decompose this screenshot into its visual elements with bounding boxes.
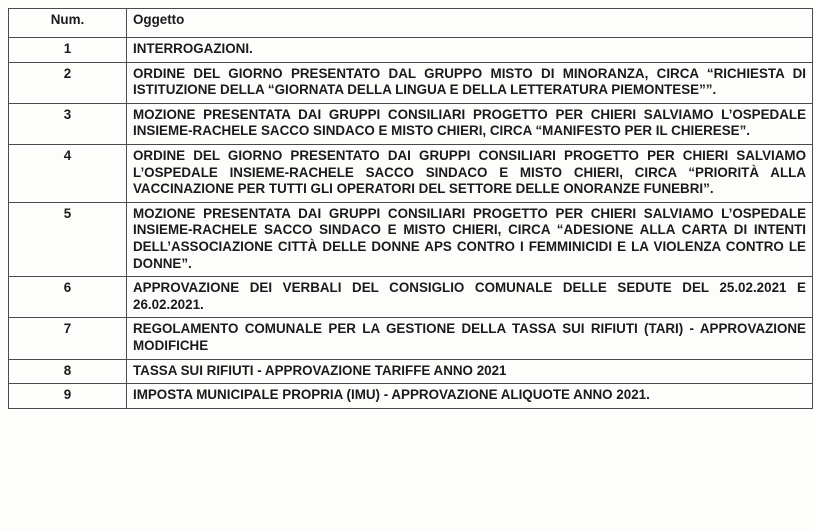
row-subject: APPROVAZIONE DEI VERBALI DEL CONSIGLIO COMUNALE DELLE SEDUTE DEL 25.02.2021 E 26.02.2021. (127, 277, 813, 318)
row-subject: MOZIONE PRESENTATA DAI GRUPPI CONSILIARI PROGETTO PER CHIERI SALVIAMO L’OSPEDALE INSIEME-RACHELE SACCO SINDACO E MISTO CHIERI, CIRCA “ADESIONE ALLA CARTA DI INTENTI DELL’ASSOCIAZIONE CITTÀ DELLE DONNE APS CONTRO I FEMMINICIDI E LA VIOLENZA CONTRO LE DONNE”. (127, 202, 813, 276)
table-row (9, 359, 813, 384)
table-header-row (9, 9, 813, 38)
row-number: 4 (9, 144, 127, 202)
row-subject: REGOLAMENTO COMUNALE PER LA GESTIONE DELLA TASSA SUI RIFIUTI (TARI) - APPROVAZIONE MODIFICHE (127, 318, 813, 359)
row-subject: TASSA SUI RIFIUTI - APPROVAZIONE TARIFFE ANNO 2021 (127, 359, 813, 384)
row-number: 9 (9, 384, 127, 409)
row-number: 6 (9, 277, 127, 318)
row-subject: ORDINE DEL GIORNO PRESENTATO DAL GRUPPO MISTO DI MINORANZA, CIRCA “RICHIESTA DI ISTITUZIONE DELLA “GIORNATA DELLA LINGUA E DELLA LETTERATURA PIEMONTESE””. (127, 62, 813, 103)
row-subject: IMPOSTA MUNICIPALE PROPRIA (IMU) - APPROVAZIONE ALIQUOTE ANNO 2021. (127, 384, 813, 409)
table-row (9, 277, 813, 318)
row-subject: MOZIONE PRESENTATA DAI GRUPPI CONSILIARI PROGETTO PER CHIERI SALVIAMO L’OSPEDALE INSIEME-RACHELE SACCO SINDACO E MISTO CHIERI, CIRCA “MANIFESTO PER IL CHIERESE”. (127, 103, 813, 144)
row-number: 1 (9, 38, 127, 63)
table-row (9, 62, 813, 103)
row-number: 3 (9, 103, 127, 144)
column-header-num: Num. (9, 9, 127, 38)
table-row (9, 384, 813, 409)
agenda-table (8, 8, 813, 409)
table-row (9, 144, 813, 202)
row-number: 8 (9, 359, 127, 384)
table-row (9, 103, 813, 144)
row-subject: INTERROGAZIONI. (127, 38, 813, 63)
row-subject: ORDINE DEL GIORNO PRESENTATO DAI GRUPPI CONSILIARI PROGETTO PER CHIERI SALVIAMO L’OSPEDALE INSIEME-RACHELE SACCO SINDACO E MISTO CHIERI, CIRCA “PRIORITÀ ALLA VACCINAZIONE PER TUTTI GLI OPERATORI DEL SETTORE DELLE ONORANZE FUNEBRI”. (127, 144, 813, 202)
table-row (9, 202, 813, 276)
row-number: 2 (9, 62, 127, 103)
row-number: 7 (9, 318, 127, 359)
table-row (9, 318, 813, 359)
row-number: 5 (9, 202, 127, 276)
table-row (9, 38, 813, 63)
column-header-oggetto: Oggetto (127, 9, 813, 38)
